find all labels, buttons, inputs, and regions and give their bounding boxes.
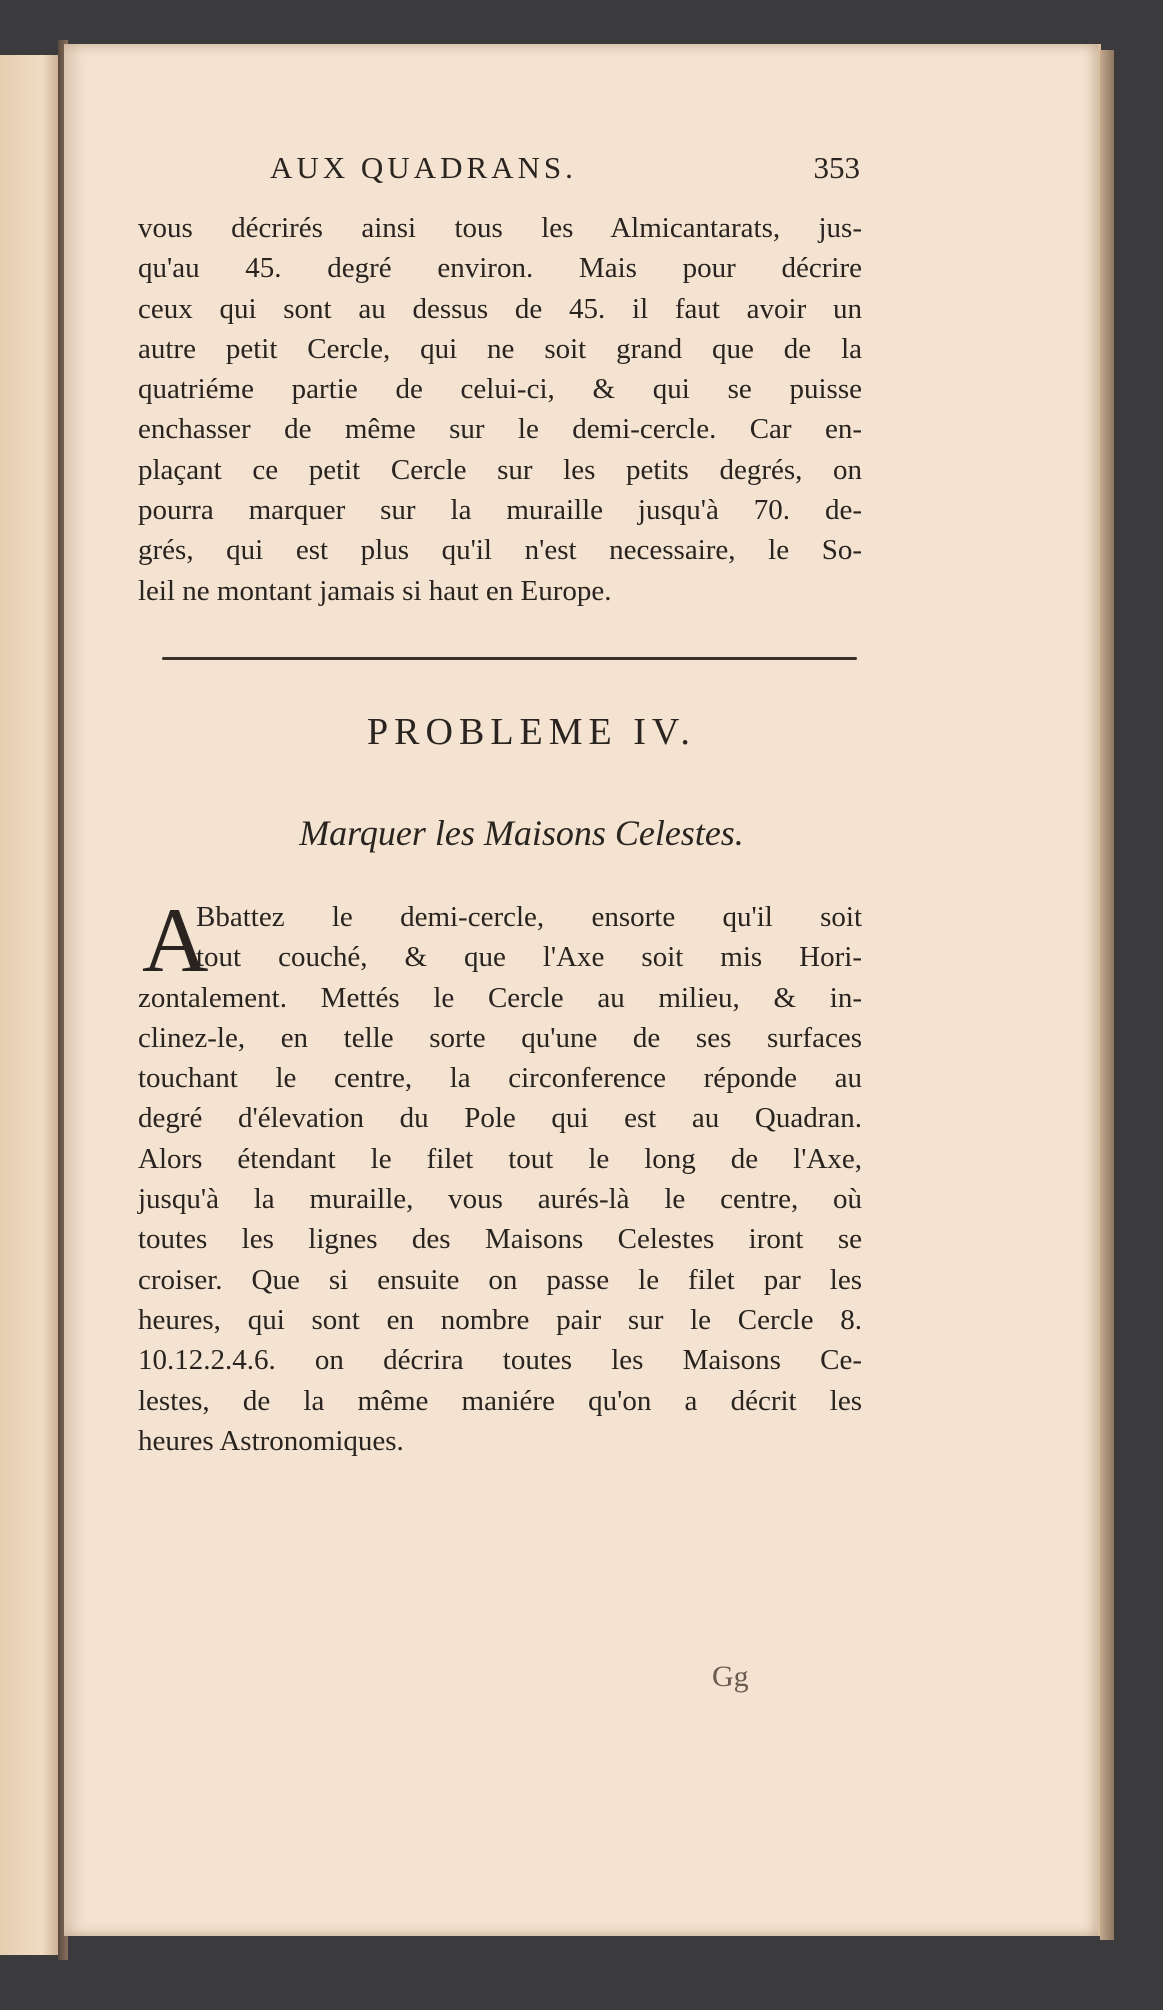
section-divider	[162, 657, 857, 660]
text-line: lestes, de la même maniére qu'on a décrit les	[138, 1384, 862, 1417]
text-line: quatriéme partie de celui-ci, & qui se puisse	[138, 373, 862, 406]
text-line: heures, qui sont en nombre pair sur le Cercle 8.	[138, 1303, 862, 1336]
text-line: touchant le centre, la circonference réponde au	[138, 1062, 862, 1095]
text-line: autre petit Cercle, qui ne soit grand que de la	[138, 332, 862, 365]
text-line: clinez-le, en telle sorte qu'une de ses surfaces	[138, 1021, 862, 1054]
text-line: ceux qui sont au dessus de 45. il faut avoir un	[138, 292, 862, 325]
section-heading	[0, 710, 1163, 754]
text-line: leil ne montant jamais si haut en Europe.	[138, 574, 612, 607]
page-number: 353	[813, 150, 860, 185]
text-line: croiser. Que si ensuite on passe le filet par les	[138, 1263, 862, 1296]
text-line: 10.12.2.4.6. on décrira toutes les Maisons Ce-	[138, 1344, 862, 1377]
text-line: jusqu'à la muraille, vous aurés-là le centre, où	[138, 1183, 862, 1216]
text-line: grés, qui est plus qu'il n'est necessaire, le So-	[138, 534, 862, 567]
text-line: vous décrirés ainsi tous les Almicantarats, jus-	[138, 212, 862, 244]
text-line: enchasser de même sur le demi-cercle. Car en-	[138, 413, 862, 446]
body-paragraph	[138, 889, 862, 1461]
text-line: qu'au 45. degré environ. Mais pour décrire	[138, 252, 862, 285]
text-line: toutes les lignes des Maisons Celestes iront se	[138, 1223, 862, 1256]
page-edge	[1100, 50, 1114, 1940]
text-line: degré d'élevation du Pole qui est au Quadran.	[138, 1102, 862, 1135]
text-line: Alors étendant le filet tout le long de l'Axe,	[138, 1142, 862, 1175]
text-line: plaçant ce petit Cercle sur les petits degrés, on	[138, 453, 862, 486]
text-line: Bbattez le demi-cercle, ensorte qu'il soit	[196, 901, 862, 933]
running-title: AUX QUADRANS.	[270, 150, 577, 185]
heading-text: PROBLEME IV.	[367, 711, 696, 753]
text-line: heures Astronomiques.	[138, 1424, 404, 1457]
intro-text	[138, 208, 862, 611]
facing-page-edge	[0, 55, 60, 1955]
text-line: zontalement. Mettés le Cercle au milieu, & in-	[138, 981, 862, 1014]
signature-mark: Gg	[712, 1660, 749, 1693]
section-subtitle	[0, 812, 1163, 854]
text-line: pourra marquer sur la muraille jusqu'à 70. de-	[138, 494, 862, 527]
drop-cap: A	[142, 889, 209, 991]
subtitle-text: Marquer les Maisons Celestes.	[299, 813, 744, 853]
text-line: tout couché, & que l'Axe soit mis Hori-	[196, 941, 862, 974]
